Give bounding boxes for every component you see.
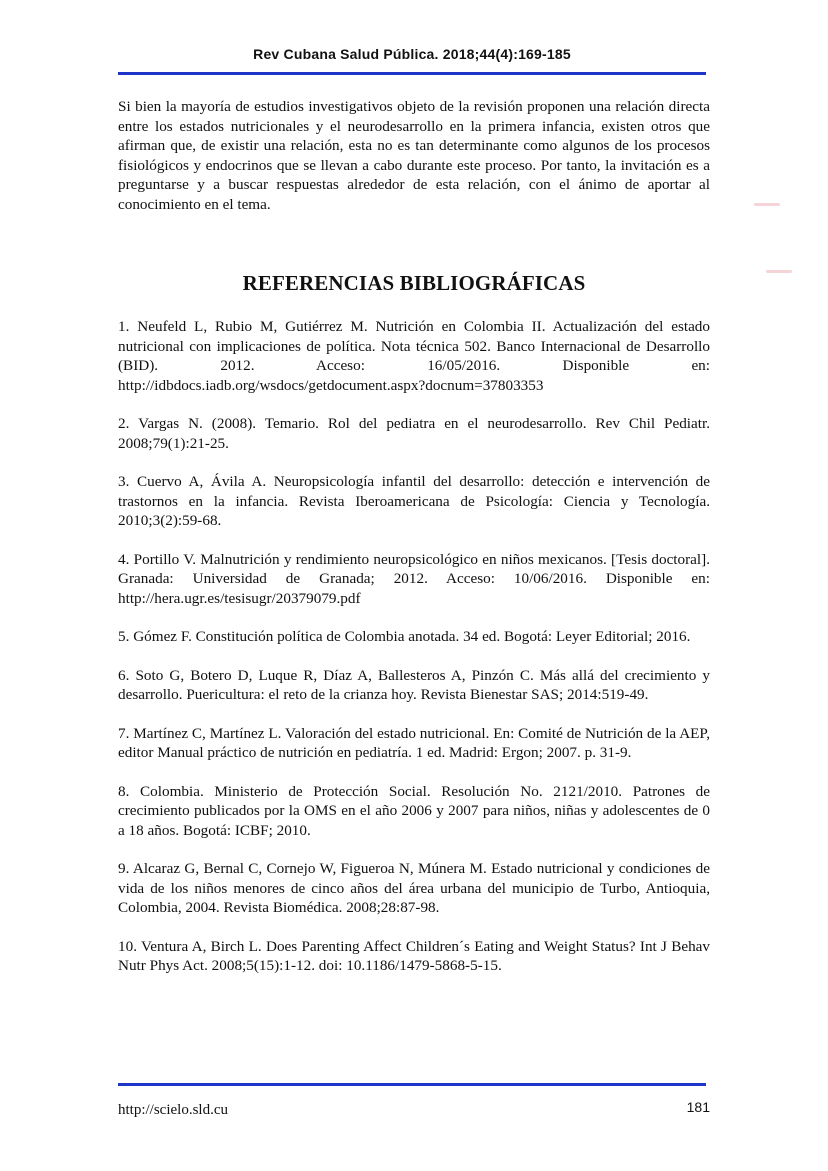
reference-item: 5. Gómez F. Constitución política de Colombia anotada. 34 ed. Bogotá: Leyer Editorial; 2016. xyxy=(118,628,691,645)
section-title: REFERENCIAS BIBLIOGRÁFICAS xyxy=(242,271,586,295)
reference-item: 6. Soto G, Botero D, Luque R, Díaz A, Ballesteros A, Pinzón C. Más allá del crecimiento y desarrollo. Puericultura: el reto de la crianza hoy. Revista Bienestar SAS; 2014:519-49. xyxy=(118,666,710,703)
page-number: 181 xyxy=(686,1099,710,1115)
header-rule xyxy=(118,72,706,75)
reference-item: 3. Cuervo A, Ávila A. Neuropsicología infantil del desarrollo: detección e intervención de trastornos en la infancia. Revista Iberoamericana de Psicología: Ciencia y Tecnología. 2010;3(2):59-68. xyxy=(118,473,710,529)
reference-item: 2. Vargas N. (2008). Temario. Rol del pediatra en el neurodesarrollo. Rev Chil Pediatr. 2008;79(1):21-25. xyxy=(118,415,710,452)
reference-item: 9. Alcaraz G, Bernal C, Cornejo W, Figueroa N, Múnera M. Estado nutricional y condiciones de vida de los niños menores de cinco años del área urbana del municipio de Turbo, Antioquia, Colombia, 2004. Revista Biomédica. 2008;28:87-98. xyxy=(118,860,710,916)
reference-item: 4. Portillo V. Malnutrición y rendimiento neuropsicológico en niños mexicanos. [Tesis doctoral]. Granada: Universidad de Granada; 2012. Acceso: 10/06/2016. Disponible en: http://hera.ugr.es/tesisugr/20379079.pdf xyxy=(118,550,710,607)
reference-item: 10. Ventura A, Birch L. Does Parenting Affect Children´s Eating and Weight Status? Int J Behav Nutr Phys Act. 2008;5(15):1-12. doi: 10.1186/1479-5868-5-15. xyxy=(118,937,710,974)
journal-header: Rev Cubana Salud Pública. 2018;44(4):169-185 xyxy=(253,46,571,62)
margin-mark xyxy=(766,270,792,273)
margin-mark xyxy=(754,203,780,206)
reference-list xyxy=(118,317,710,995)
footer-rule xyxy=(118,1083,706,1086)
reference-item: 1. Neufeld L, Rubio M, Gutiérrez M. Nutrición en Colombia II. Actualización del estado nutricional con implicaciones de política. Nota técnica 502. Banco Internacional de Desarrollo (BID). 2012. Acceso: 16/05/2016. Disponible en: http://idbdocs.iadb.org/wsdocs/getdocument.aspx?docnum=37803353 xyxy=(118,318,710,394)
intro-paragraph: Si bien la mayoría de estudios investigativos objeto de la revisión proponen una relación directa entre los estados nutricionales y el neurodesarrollo en la primera infancia, existen otros que afirman que, de existir una relación, esta no es tan determinante como algunos de los procesos fisiológicos y endocrinos que se llevan a cabo durante este proceso. Por tanto, la invitación es a preguntarse y a buscar respuestas alrededor de esta relación, con el ánimo de aportar al conocimiento en el tema. xyxy=(118,98,710,213)
footer-url: http://scielo.sld.cu xyxy=(118,1102,228,1118)
reference-item: 7. Martínez C, Martínez L. Valoración del estado nutricional. En: Comité de Nutrición de la AEP, editor Manual práctico de nutrición en pediatría. 1 ed. Madrid: Ergon; 2007. p. 31-9. xyxy=(118,724,710,761)
reference-item: 8. Colombia. Ministerio de Protección Social. Resolución No. 2121/2010. Patrones de crecimiento publicados por la OMS en el año 2006 y 2007 para niños, niñas y adolescentes de 0 a 18 años. Bogotá: ICBF; 2010. xyxy=(118,782,710,839)
